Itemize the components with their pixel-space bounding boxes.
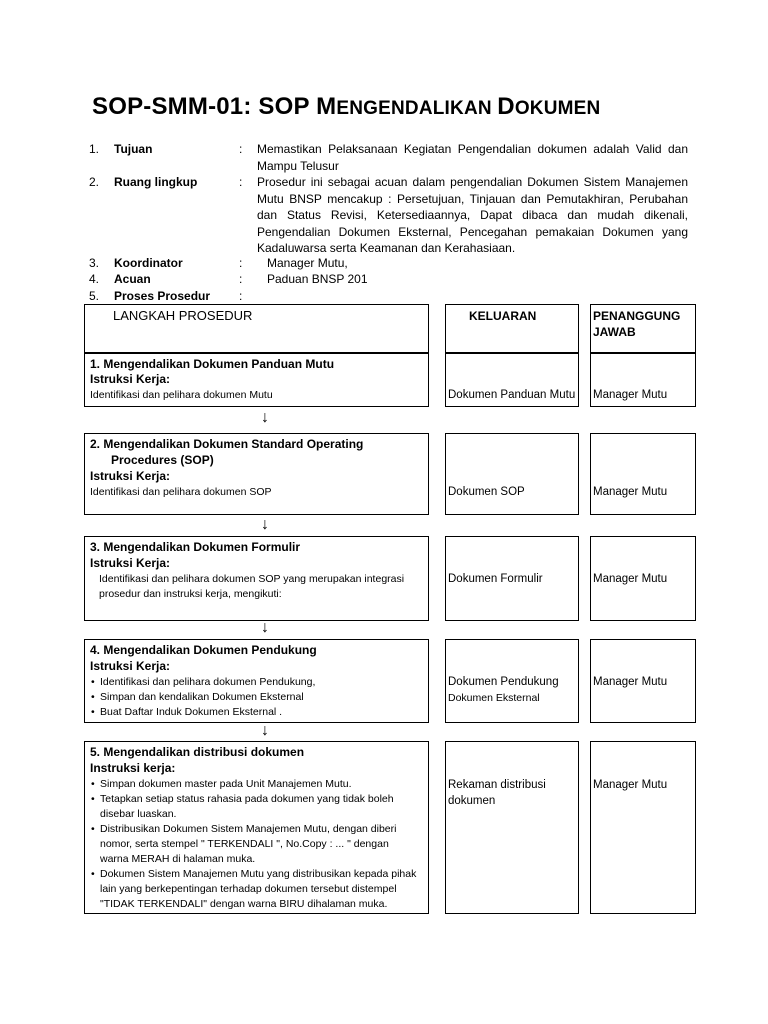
step-1-box [84,353,429,407]
meta-value-koordinator: Manager Mutu, [267,256,348,270]
line: Dokumen Sistem Manajemen Mutu yang distribusikan kepada pihak [100,868,417,880]
header-langkah-prosedur [84,304,429,353]
step-4-bullet-list [90,675,315,720]
step-3-box [84,536,429,621]
header-langkah-label: LANGKAH PROSEDUR [113,308,253,323]
meta-label-tujuan: Tujuan [114,142,153,156]
arrow-down-icon: ↓ [261,516,269,533]
step-5-box [84,741,429,914]
page-title [92,93,600,121]
line: disebar luaskan. [100,808,177,820]
header-penanggung-jawab [590,304,696,353]
meta-colon-4: : [239,272,243,286]
step-3-keluaran-text: Dokumen Formulir [448,573,543,585]
meta-num-5: 5. [89,289,100,303]
meta-num-3: 3. [89,256,100,270]
step-2-box [84,433,429,515]
step-2-line: Identifikasi dan pelihara dokumen SOP [90,486,272,498]
meta-label-acuan: Acuan [114,272,151,286]
step-5-keluaran-line-1: Rekaman distribusi [448,779,546,791]
title-cap-m: M [316,93,337,120]
step-4-keluaran [445,639,579,723]
meta-label-proses-prosedur: Proses Prosedur [114,289,211,303]
step-3-instruction-label: Istruksi Kerja: [90,556,171,570]
header-pj-line2: JAWAB [593,325,636,339]
step-4-instruction-label: Istruksi Kerja: [90,659,171,673]
meta-colon-3: : [239,256,243,270]
title-rest-2: OKUMEN [514,98,601,119]
list-item: • Buat Daftar Induk Dokumen Eksternal . [100,705,315,720]
step-5-keluaran [445,741,579,914]
line: warna MERAH di halaman muka. [100,853,256,865]
header-keluaran-label: KELUARAN [469,309,537,323]
step-2-title-line1: 2. Mengendalikan Dokumen Standard Operating [90,437,364,451]
step-3-line-2: prosedur dan instruksi kerja, mengikuti: [99,588,282,600]
meta-label-ruang-lingkup: Ruang lingkup [114,175,198,189]
step-2-pj-text: Manager Mutu [593,486,668,498]
header-keluaran [445,304,579,353]
step-1-instruction-label: Istruksi Kerja: [90,372,171,386]
step-3-pj-text: Manager Mutu [593,573,668,585]
list-item [100,792,430,822]
step-5-bullet-list [90,777,430,912]
step-4-keluaran-line-1: Dokumen Pendukung [448,676,559,688]
arrow-down-icon: ↓ [261,409,269,426]
step-2-keluaran [445,433,579,515]
step-1-line: Identifikasi dan pelihara dokumen Mutu [90,389,273,401]
step-4-keluaran-line-2: Dokumen Eksternal [448,692,540,704]
line: lain yang berkepentingan terhadap dokumen tersebut distempel [100,883,397,895]
step-2-title-line2: Procedures (SOP) [111,453,214,467]
step-1-keluaran-text: Dokumen Panduan Mutu [448,389,576,401]
header-pj-line1: PENANGGUNG [593,309,681,323]
step-4-pj [590,639,696,723]
step-5-instruction-label: Instruksi kerja: [90,761,176,775]
list-item: • Simpan dan kendalikan Dokumen Eksternal [100,690,315,705]
meta-colon-1: : [239,142,243,156]
line: Distribusikan Dokumen Sistem Manajemen Mutu, dengan diberi [100,823,397,835]
list-item [100,867,430,912]
list-item [100,777,430,792]
title-rest-1: ENGENDALIKAN [336,98,498,119]
arrow-down-icon: ↓ [261,722,269,739]
meta-colon-5: : [239,289,243,303]
step-5-pj [590,741,696,914]
step-3-title: 3. Mengendalikan Dokumen Formulir [90,540,301,554]
step-4-pj-text: Manager Mutu [593,676,668,688]
meta-value-ruang-lingkup: Prosedur ini sebagai acuan dalam pengendalian Dokumen Sistem Manajemen Mutu BNSP mencakup : Persetujuan, Tinjauan dan Pemutakhiran, Perubahan dan Status Revisi, Ketersediaannya, Dapat dibaca dan mudah dikenali, Pengendalian Dokumen Eksternal, Pencegahan pemakaian Dokumen yang Kadaluwarsa serta Keamanan dan Kerahasiaan. [257,175,688,255]
step-5-title: 5. Mengendalikan distribusi dokumen [90,745,305,759]
line: Tetapkan setiap status rahasia pada dokumen yang tidak boleh [100,793,394,805]
meta-value-acuan: Paduan BNSP 201 [267,272,368,286]
list-item [100,822,430,867]
line: "TIDAK TERKENDALI" dengan warna BIRU dihalaman muka. [100,898,388,910]
step-1-keluaran [445,353,579,407]
step-4-box [84,639,429,723]
step-3-pj [590,536,696,621]
meta-num-4: 4. [89,272,100,286]
meta-colon-2: : [239,175,243,189]
step-4-title: 4. Mengendalikan Dokumen Pendukung [90,643,317,657]
step-3-line-1: Identifikasi dan pelihara dokumen SOP yang merupakan integrasi [99,573,405,585]
step-1-title: 1. Mengendalikan Dokumen Panduan Mutu [90,357,335,371]
line: nomor, serta stempel " TERKENDALI ", No.Copy : ... " dengan [100,838,389,850]
line: Simpan dokumen master pada Unit Manajemen Mutu. [100,778,352,790]
step-5-pj-text: Manager Mutu [593,779,668,791]
step-1-pj [590,353,696,407]
meta-label-koordinator: Koordinator [114,256,183,270]
header-pj-label [593,308,680,340]
step-2-keluaran-text: Dokumen SOP [448,486,525,498]
step-5-keluaran-line-2: dokumen [448,795,496,807]
step-2-pj [590,433,696,515]
step-1-pj-text: Manager Mutu [593,389,668,401]
meta-value-tujuan: Memastikan Pelaksanaan Kegiatan Pengendalian dokumen adalah Valid dan Mampu Telusur [257,142,688,173]
meta-num-2: 2. [89,175,100,189]
list-item: • Identifikasi dan pelihara dokumen Pendukung, [100,675,315,690]
title-cap-d: D [497,93,515,120]
step-2-instruction-label: Istruksi Kerja: [90,469,171,483]
meta-num-1: 1. [89,142,100,156]
step-3-keluaran [445,536,579,621]
title-prefix: SOP-SMM-01: SOP [92,93,317,120]
arrow-down-icon: ↓ [261,619,269,636]
